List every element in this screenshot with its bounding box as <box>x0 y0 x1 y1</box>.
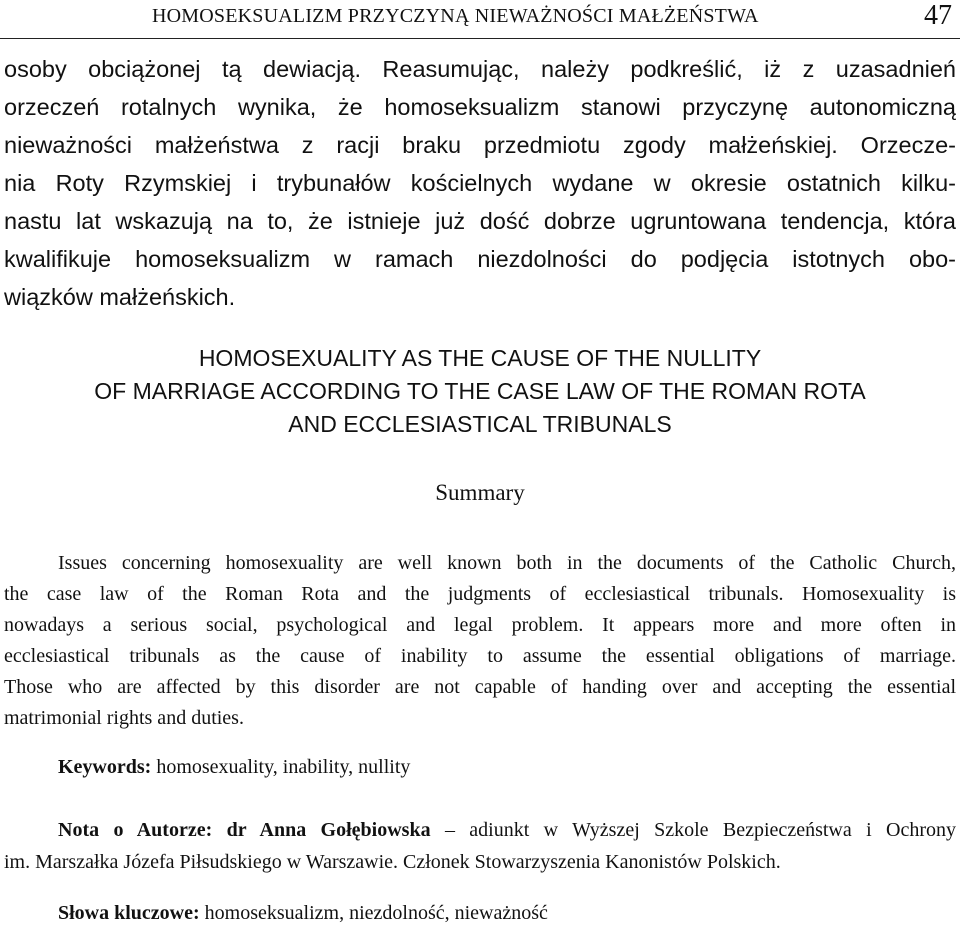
summary-paragraph <box>4 548 956 734</box>
title-line: HOMOSEXUALITY AS THE CAUSE OF THE NULLITY <box>198 345 762 371</box>
text-line: osoby obciążonej tą dewiacją. Reasumując, należy podkreślić, iż z uzasadnień <box>4 56 956 82</box>
keywords-line <box>58 756 410 779</box>
author-note-text: – adiunkt w Wyższej Szkole Bezpieczeństwa i Ochrony <box>430 819 956 841</box>
text-line: orzeczeń rotalnych wynika, że homoseksualizm stanowi przyczynę autonomiczną <box>4 94 956 120</box>
text-line: matrimonial rights and duties. <box>4 707 244 729</box>
text-line: Issues concerning homosexuality are well known both in the documents of the Catholic Church, <box>58 552 956 574</box>
running-header <box>0 0 960 39</box>
polish-conclusion-paragraph <box>4 50 956 316</box>
text-line <box>4 814 956 846</box>
text-line: ecclesiastical tribunals as the cause of inability to assume the essential obligations of marriage. <box>4 645 956 667</box>
author-note-label: Nota o Autorze: dr Anna Gołębiowska <box>58 819 431 841</box>
keywords-label: Keywords: <box>58 756 152 778</box>
text-line: nieważności małżeństwa z racji braku przedmiotu zgody małżeńskiej. Orzecze- <box>4 132 956 158</box>
title-line: OF MARRIAGE ACCORDING TO THE CASE LAW OF THE ROMAN ROTA <box>94 378 866 404</box>
author-note <box>4 814 956 878</box>
text-line: nia Roty Rzymskiej i trybunałów kościelnych wydane w okresie ostatnich kilku- <box>4 170 956 196</box>
keywords-value: homosexuality, inability, nullity <box>151 756 411 778</box>
running-title: HOMOSEKSUALIZM PRZYCZYNĄ NIEWAŻNOŚCI MAŁŻEŃSTWA <box>152 5 759 27</box>
polish-keywords-value: homoseksualizm, niezdolność, nieważność <box>199 902 548 924</box>
text-line: nastu lat wskazują na to, że istnieje już dość dobrze ugruntowana tendencja, która <box>4 208 956 234</box>
text-line: im. Marszałka Józefa Piłsudskiego w Warszawie. Członek Stowarzyszenia Kanonistów Polskich. <box>4 851 781 873</box>
text-line: the case law of the Roman Rota and the judgments of ecclesiastical tribunals. Homosexuality is <box>4 583 956 605</box>
text-line: wiązków małżeńskich. <box>4 284 236 310</box>
summary-heading: Summary <box>435 480 525 505</box>
title-line: AND ECCLESIASTICAL TRIBUNALS <box>288 411 672 437</box>
text-line: kwalifikuje homoseksualizm w ramach niezdolności do podjęcia istotnych obo- <box>4 246 956 272</box>
text-line: nowadays a serious social, psychological and legal problem. It appears more and more often in <box>4 614 956 636</box>
polish-keywords-line <box>58 902 548 925</box>
english-article-title <box>0 342 960 441</box>
polish-keywords-label: Słowa kluczowe: <box>58 902 200 924</box>
page-number: 47 <box>924 0 952 31</box>
text-line: Those who are affected by this disorder are not capable of handing over and accepting the essential <box>4 676 956 698</box>
